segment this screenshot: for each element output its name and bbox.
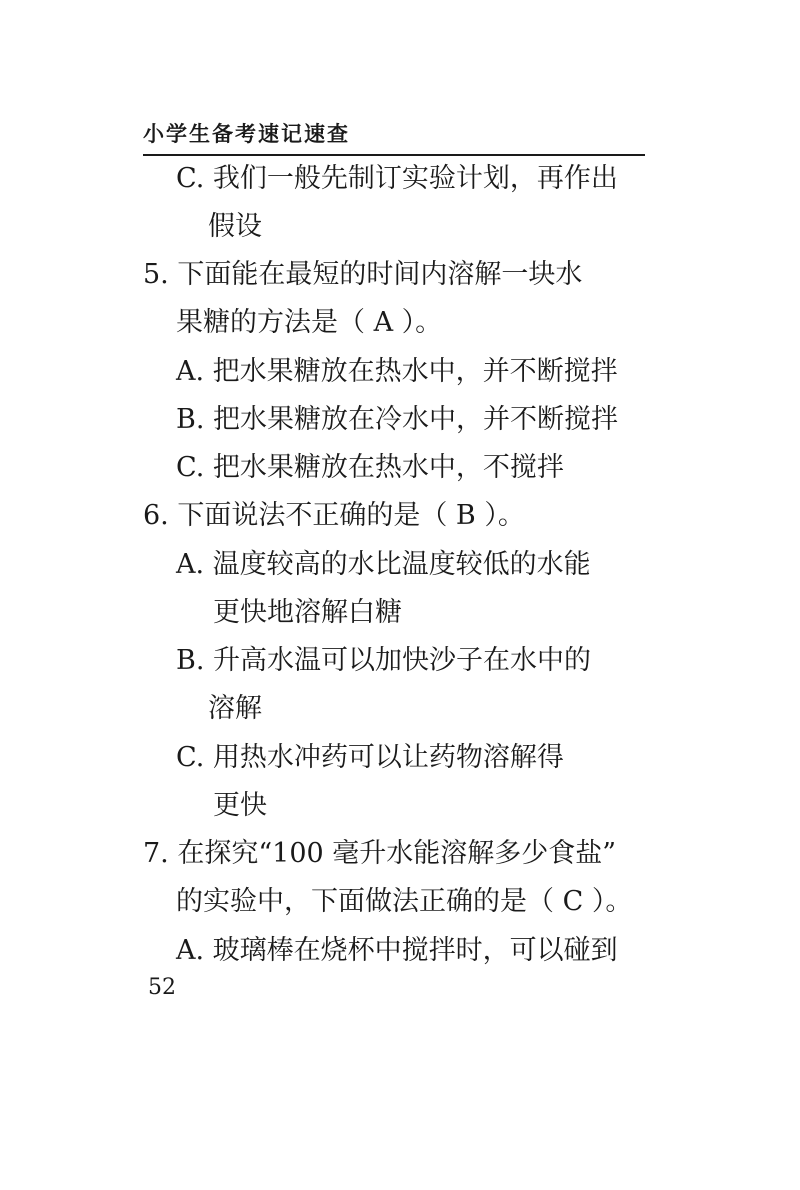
- page-number: 52: [148, 975, 176, 1000]
- header-rule: [143, 154, 645, 156]
- question-7-line-2: 的实验中，下面做法正确的是（ C ）。: [176, 886, 633, 917]
- question-7-option-a-line-1: A. 玻璃棒在烧杯中搅拌时，可以碰到: [176, 935, 618, 966]
- question-5-line-1: 5. 下面能在最短的时间内溶解一块水: [143, 259, 583, 290]
- option-c-line-1: C. 我们一般先制订实验计划，再作出: [176, 163, 618, 194]
- question-6-option-a-line-2: 更快地溶解白糖: [213, 597, 402, 628]
- question-6-option-b-line-1: B. 升高水温可以加快沙子在水中的: [176, 645, 592, 676]
- option-c-line-2: 假设: [208, 211, 262, 242]
- question-6-line-1: 6. 下面说法不正确的是（ B ）。: [143, 500, 525, 531]
- question-6-option-c-line-2: 更快: [213, 790, 267, 821]
- question-6-option-c-line-1: C. 用热水冲药可以让药物溶解得: [176, 742, 564, 773]
- question-5-option-c: C. 把水果糖放在热水中，不搅拌: [176, 452, 564, 483]
- question-6-option-a-line-1: A. 温度较高的水比温度较低的水能: [176, 549, 591, 580]
- question-5-line-2: 果糖的方法是（ A ）。: [176, 307, 443, 338]
- question-7-line-1: 7. 在探究“100 毫升水能溶解多少食盐”: [143, 838, 617, 869]
- question-5-option-a: A. 把水果糖放在热水中，并不断搅拌: [176, 356, 618, 387]
- question-6-option-b-line-2: 溶解: [208, 693, 262, 724]
- question-5-option-b: B. 把水果糖放在冷水中，并不断搅拌: [176, 404, 619, 435]
- running-header: 小学生备考速记速查: [143, 122, 350, 146]
